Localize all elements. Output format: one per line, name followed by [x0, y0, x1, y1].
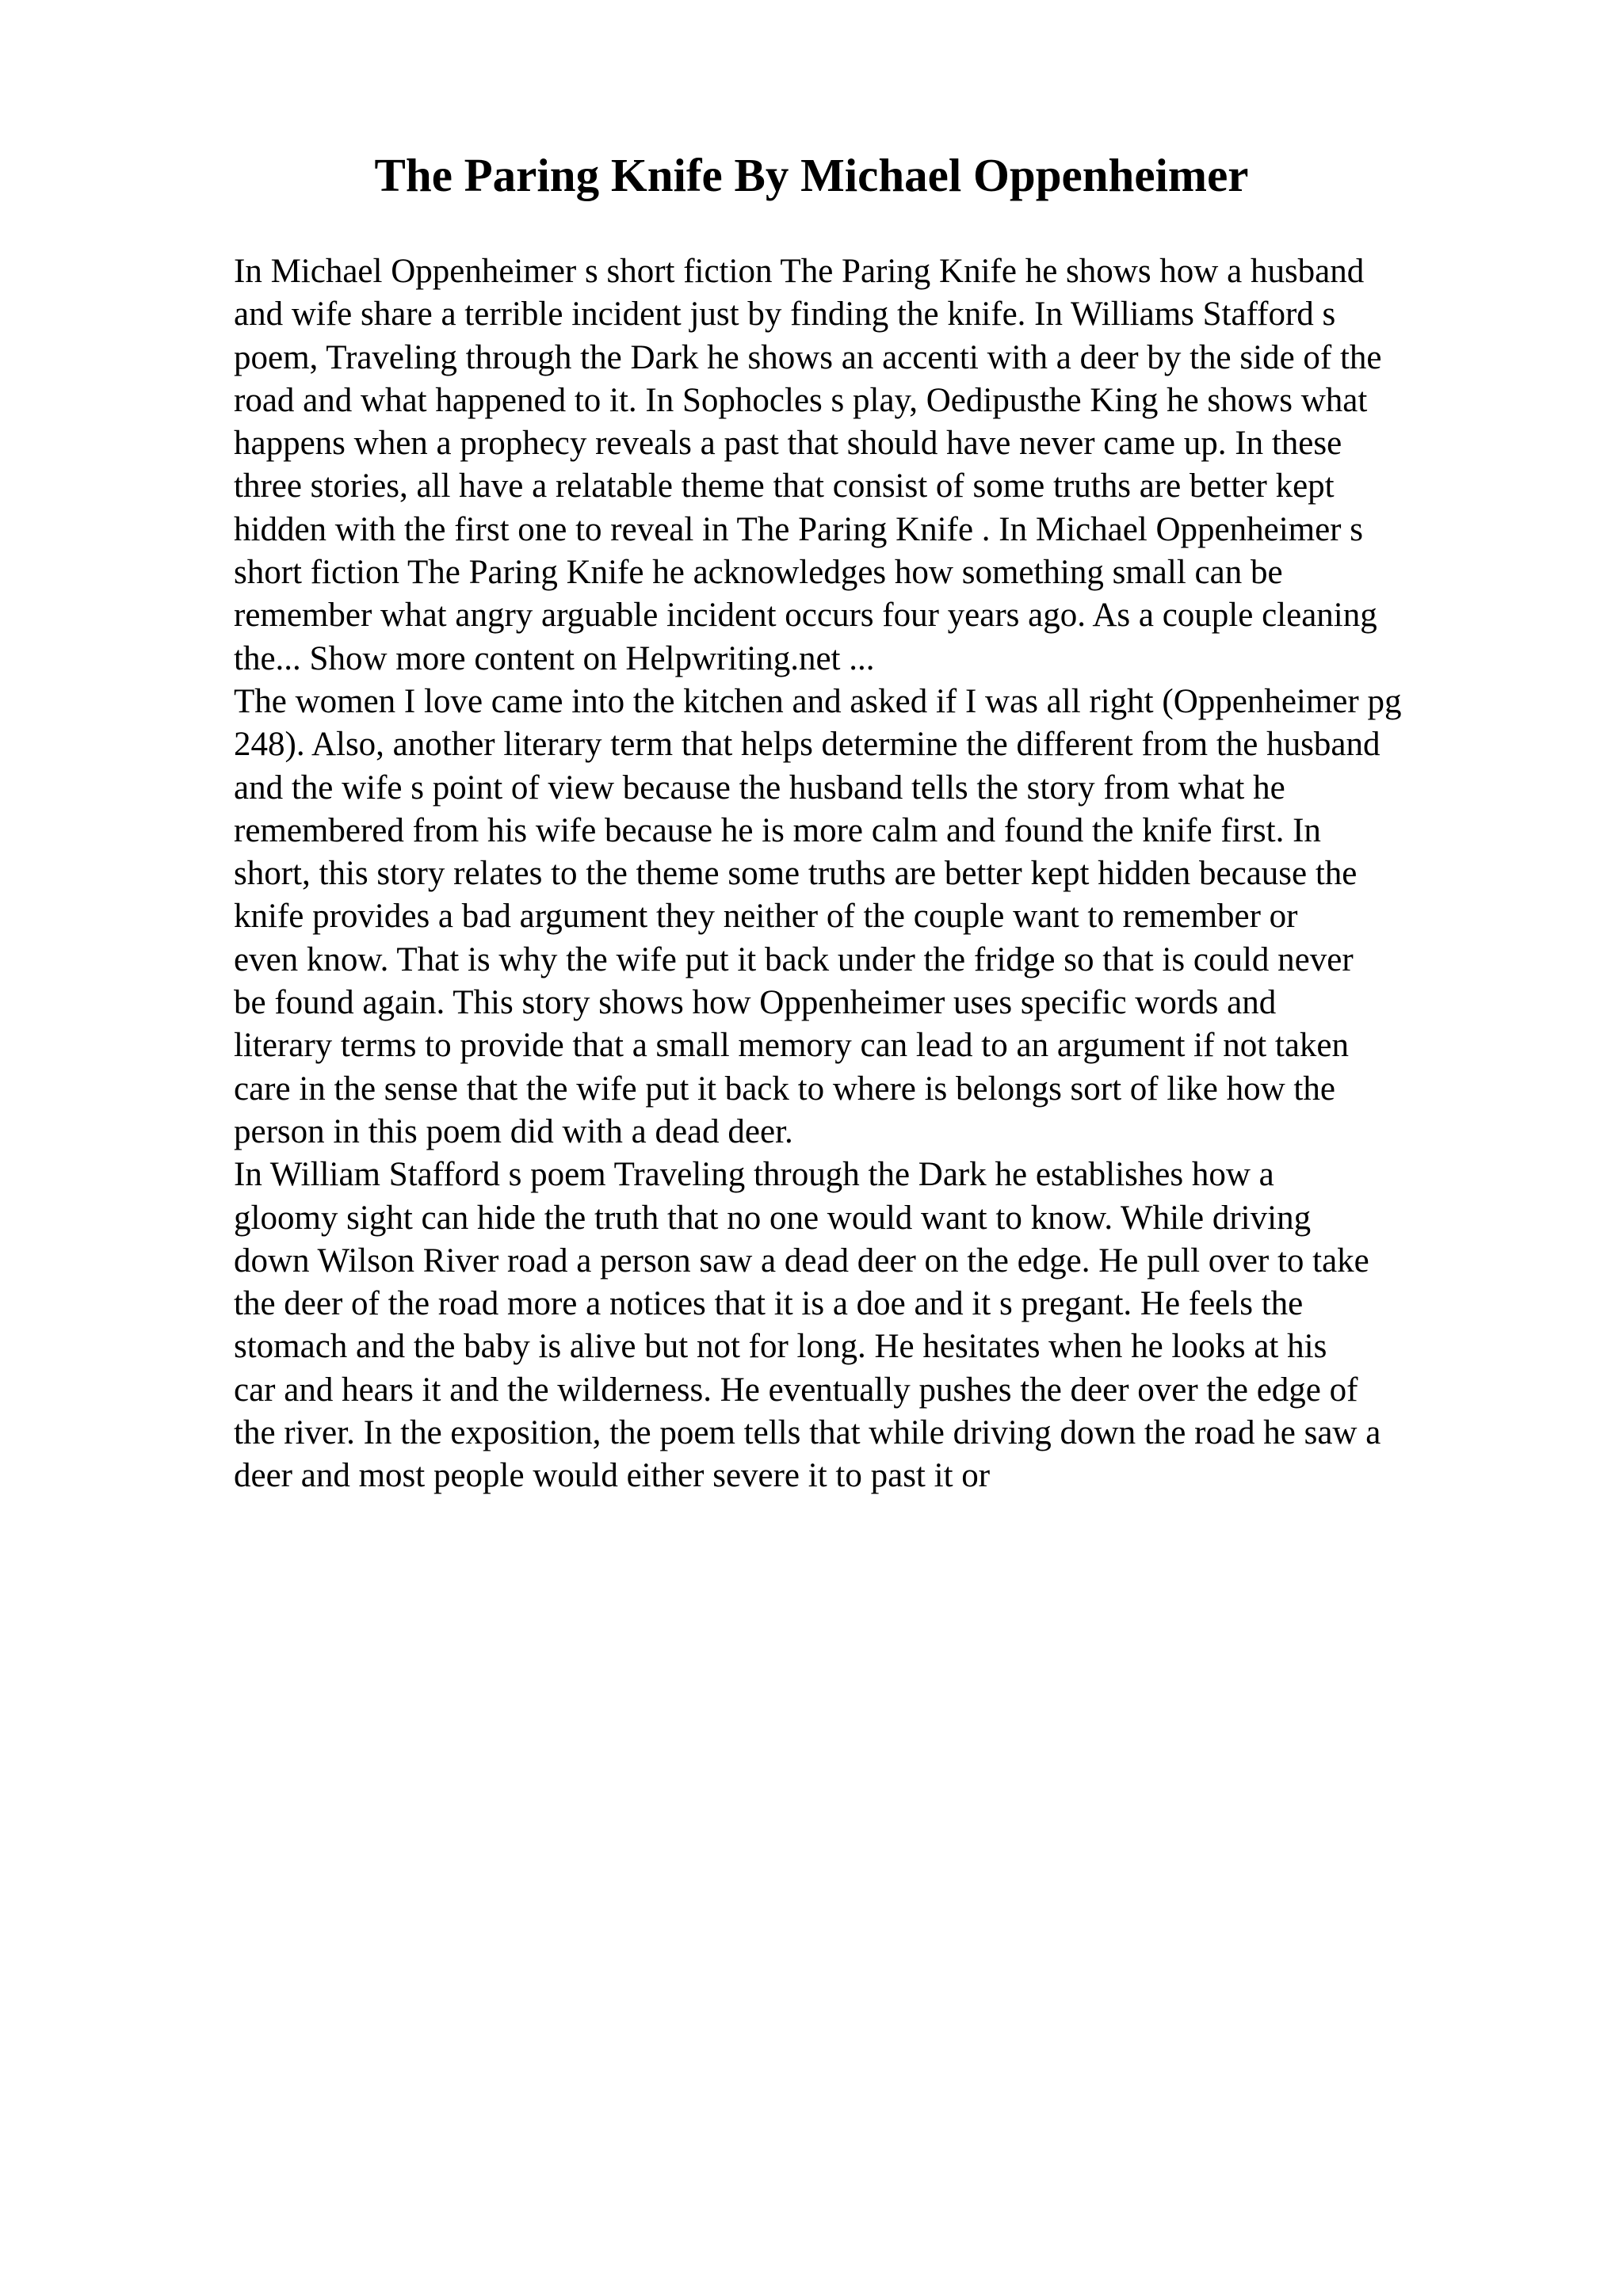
text-line: even know. That is why the wife put it back under the fridge so that is could never — [234, 940, 1354, 978]
text-line: car and hears it and the wilderness. He eventually pushes the deer over the edge of — [234, 1371, 1358, 1409]
text-line: short fiction The Paring Knife he acknowledges how something small can be — [234, 554, 1283, 592]
text-line: and the wife s point of view because the husband tells the story from what he — [234, 769, 1285, 807]
text-line: In William Stafford s poem Traveling through the Dark he establishes how a — [234, 1156, 1274, 1194]
text-line: care in the sense that the wife put it back to where is belongs sort of like how the — [234, 1070, 1335, 1108]
document-body — [234, 250, 1502, 1498]
text-line: the river. In the exposition, the poem tells that while driving down the road he saw a — [234, 1414, 1381, 1452]
text-line: literary terms to provide that a small memory can lead to an argument if not taken — [234, 1027, 1350, 1065]
text-line: the deer of the road more a notices that it is a doe and it s pregant. He feels the — [234, 1285, 1304, 1323]
text-line: happens when a prophecy reveals a past that should have never came up. In these — [234, 425, 1342, 463]
text-line: down Wilson River road a person saw a dead deer on the edge. He pull over to take — [234, 1241, 1369, 1280]
text-line: three stories, all have a relatable theme that consist of some truths are better kept — [234, 467, 1335, 505]
text-line: knife provides a bad argument they neither of the couple want to remember or — [234, 898, 1298, 936]
text-line: deer and most people would either severe it to past it or — [234, 1457, 991, 1495]
text-line: stomach and the baby is alive but not for long. He hesitates when he looks at his — [234, 1328, 1327, 1366]
text-line: and wife share a terrible incident just by finding the knife. In Williams Stafford s — [234, 296, 1336, 334]
text-line: road and what happened to it. In Sophocles s play, Oedipusthe King he shows what — [234, 381, 1368, 419]
text-line: remember what angry arguable incident occurs four years ago. As a couple cleaning — [234, 597, 1377, 635]
text-line: poem, Traveling through the Dark he shows an accenti with a deer by the side of the — [234, 338, 1382, 376]
text-line: In Michael Oppenheimer s short fiction The Paring Knife he shows how a husband — [234, 253, 1365, 290]
text-line: 248). Also, another literary term that helps determine the different from the husband — [234, 726, 1381, 764]
text-line: short, this story relates to the theme some truths are better kept hidden because the — [234, 855, 1358, 893]
text-line: person in this poem did with a dead deer. — [234, 1112, 793, 1150]
document-title: The Paring Knife By Michael Oppenheimer — [374, 149, 1249, 201]
text-line: gloomy sight can hide the truth that no one would want to know. While driving — [234, 1199, 1312, 1237]
text-line: remembered from his wife because he is more calm and found the knife first. In — [234, 811, 1321, 849]
text-line: the... Show more content on Helpwriting.net ... — [234, 639, 875, 677]
text-line: be found again. This story shows how Oppenheimer uses specific words and — [234, 984, 1277, 1022]
text-line: hidden with the first one to reveal in The Paring Knife . In Michael Oppenheimer s — [234, 510, 1363, 548]
text-line: The women I love came into the kitchen and asked if I was all right (Oppenheimer pg — [234, 682, 1402, 720]
